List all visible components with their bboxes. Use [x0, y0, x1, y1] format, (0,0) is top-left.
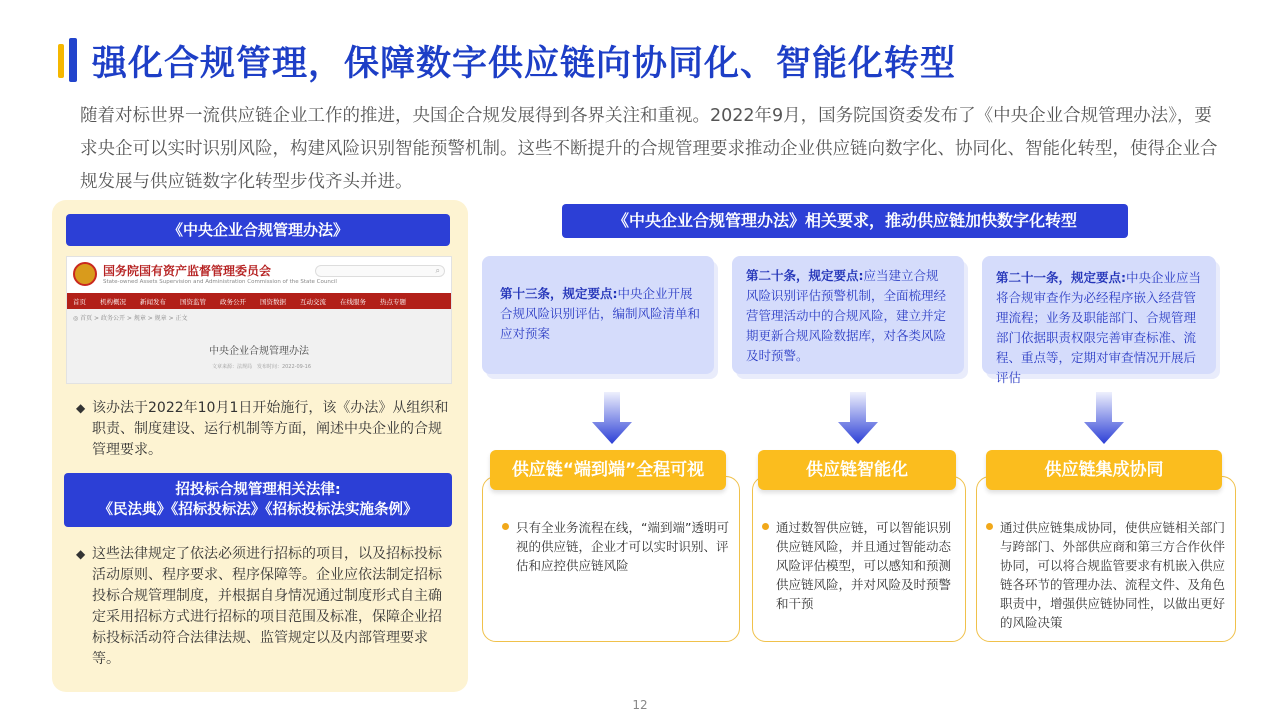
regulation-bullet — [78, 398, 454, 461]
result-text-intelligence — [762, 518, 958, 613]
nav-item: 互动交流 — [300, 297, 326, 306]
site-nav — [67, 293, 451, 309]
rule-text: 应当建立合规风险识别评估预警机制，全面梳理经营管理活动中的合规风险，建立并定期更新合规风险数据库，对各类风险及时预警。 — [746, 268, 947, 363]
regulation-bullet-text: 该办法于2022年10月1日开始施行，该《办法》从组织和职责、制度建设、运行机制等方面，阐述中央企业的合规管理要求。 — [92, 400, 449, 458]
down-arrow-icon — [592, 392, 632, 444]
title-accent-blue — [69, 38, 77, 82]
national-emblem-icon — [73, 262, 97, 286]
doc-meta: 文章来源：法规局 发布时间：2022-09-16 — [211, 364, 311, 370]
diamond-bullet-icon: ◆ — [76, 547, 86, 561]
page-title: 强化合规管理，保障数字供应链向协同化、智能化转型 — [92, 44, 957, 84]
tendering-law-bullet — [78, 544, 454, 670]
regulation-header: 《中央企业合规管理办法》 — [66, 214, 450, 246]
org-name: 国务院国有资产监督管理委员会 — [103, 264, 272, 278]
search-box — [315, 265, 445, 277]
tendering-law-header-line1: 招投标合规管理相关法律: — [175, 482, 341, 498]
diamond-bullet-icon: ◆ — [76, 401, 86, 415]
bullet-dot-icon — [986, 523, 993, 530]
rule-card-article-20 — [732, 256, 964, 374]
down-arrow-icon — [838, 392, 878, 444]
bullet-dot-icon — [762, 523, 769, 530]
requirements-header: 《中央企业合规管理办法》相关要求，推动供应链加快数字化转型 — [562, 204, 1128, 238]
result-text-visibility — [502, 518, 730, 575]
search-icon: ⌕ — [435, 266, 440, 275]
rule-text: 中央企业应当将合规审查作为必经程序嵌入经营管理流程；业务及职能部门、合规管理部门依据职责权限完善审查标准、流程、重点等，定期对审查情况开展后评估 — [996, 270, 1202, 385]
tendering-law-header-line2: 《民法典》《招标投标法》《招标投标法实施条例》 — [98, 502, 418, 518]
page-number: 12 — [632, 698, 648, 712]
breadcrumb: ◎ 首页 > 政务公开 > 规章 > 规章 > 正文 — [73, 315, 188, 322]
down-arrow-icon — [1084, 392, 1124, 444]
nav-item: 热点专题 — [380, 297, 406, 306]
left-panel — [52, 200, 468, 692]
result-title-collaboration: 供应链集成协同 — [986, 450, 1222, 490]
rule-card-article-13 — [482, 256, 714, 374]
result-title-visibility: 供应链“端到端”全程可视 — [490, 450, 726, 490]
title-accent-yellow — [58, 44, 64, 78]
rule-label: 第十三条，规定要点: — [500, 286, 618, 301]
nav-item: 新闻发布 — [140, 297, 166, 306]
result-text-body: 通过供应链集成协同，使供应链相关部门与跨部门、外部供应商和第三方合作伙伴协同，可以将合规监管要求有机嵌入供应链各环节的管理办法、流程文件、及角色职责中，增强供应链协同性，以做出更好的风险决策 — [1000, 520, 1226, 630]
rule-label: 第二十条，规定要点: — [746, 268, 864, 283]
result-text-body: 通过数智供应链，可以智能识别供应链风险，并且通过智能动态风险评估模型，可以感知和预测供应链风险，并对风险及时预警和干预 — [776, 520, 952, 611]
nav-item: 国资数据 — [260, 297, 286, 306]
nav-item: 首页 — [73, 297, 86, 306]
tendering-law-header — [64, 473, 452, 527]
intro-paragraph: 随着对标世界一流供应链企业工作的推进，央国企合规发展得到各界关注和重视。2022年9月，国务院国资委发布了《中央企业合规管理办法》，要求央企可以实时识别风险，构建风险识别智能预警机制。这些不断提升的合规管理要求推动企业供应链向数字化、协同化、智能化转型，使得企业合规发展与供应链数字化转型步伐齐头并进。 — [80, 106, 1218, 192]
result-text-body: 只有全业务流程在线，“端到端”透明可视的供应链，企业才可以实时识别、评估和应控供应链风险 — [516, 520, 729, 573]
nav-item: 在线服务 — [340, 297, 366, 306]
result-title-intelligence: 供应链智能化 — [758, 450, 956, 490]
doc-title: 中央企业合规管理办法 — [209, 346, 309, 357]
rule-text: 中央企业开展合规风险识别评估，编制风险清单和应对预案 — [500, 286, 701, 341]
rule-label: 第二十一条，规定要点: — [996, 270, 1126, 285]
sasac-website-screenshot — [66, 256, 452, 384]
rule-card-article-21 — [982, 256, 1216, 385]
bullet-dot-icon — [502, 523, 509, 530]
result-text-collaboration — [986, 518, 1226, 632]
tendering-law-bullet-text: 这些法律规定了依法必须进行招标的项目，以及招标投标活动原则、程序要求、程序保障等。企业应依法制定招标投标合规管理制度，并根据自身情况通过制度形式自主确定采用招标方式进行招标的项目范围及标准，保障企业招标投标活动符合法律法规、监管规定以及内部管理要求等。 — [92, 546, 442, 667]
nav-item: 政务公开 — [220, 297, 246, 306]
nav-item: 机构概况 — [100, 297, 126, 306]
org-name-en: State-owned Assets Supervision and Administration Commission of the State Council — [103, 279, 337, 285]
nav-item: 国资监管 — [180, 297, 206, 306]
